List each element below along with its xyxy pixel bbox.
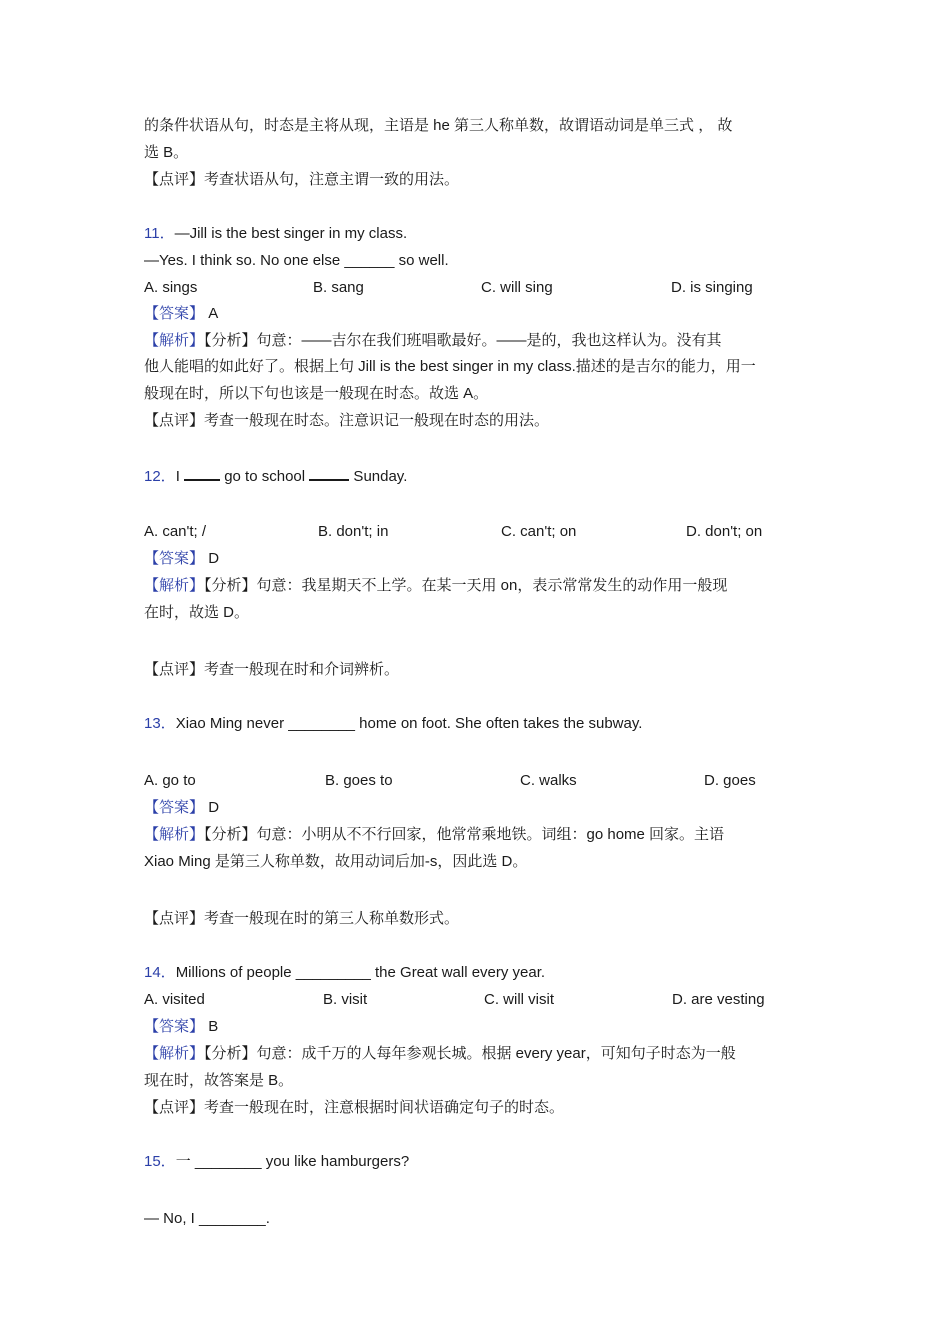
answer-label: 【答案】 <box>144 305 205 322</box>
analysis-line-1 <box>144 1044 736 1064</box>
analysis-line-3: 般现在时，所以下句也该是一般现在时态。故选 A。 <box>144 385 489 402</box>
question-15-stem-2: — No, I ________. <box>144 1210 270 1227</box>
question-number: 14． <box>144 964 176 981</box>
answer-line <box>144 798 219 818</box>
analysis-line-1 <box>144 825 724 845</box>
analysis-line-2: 在时，故选 D。 <box>144 604 250 621</box>
option-b: B. visit <box>323 991 368 1008</box>
question-12-stem <box>144 465 407 487</box>
option-d: D. goes <box>704 772 756 789</box>
question-text-part-1: I <box>175 468 185 485</box>
question-11-stem-2: —Yes. I think so. No one else ______ so well. <box>144 252 449 269</box>
question-text: —Jill is the best singer in my class. <box>174 225 408 242</box>
answer-blank-1 <box>184 465 220 481</box>
option-b: B. sang <box>313 279 364 296</box>
question-number: 13． <box>144 715 176 732</box>
analysis-text: 【分析】句意：成千万的人每年参观长城。根据 every year，可知句子时态为一般 <box>204 1045 736 1062</box>
answer-label: 【答案】 <box>144 1018 205 1035</box>
comment: 【点评】考查一般现在时和介词辨析。 <box>144 661 400 678</box>
analysis-text: 【分析】句意：小明从不不行回家，他常常乘地铁。词组：go home 回家。主语 <box>204 826 725 843</box>
comment: 【点评】考查一般现在时的第三人称单数形式。 <box>144 910 460 927</box>
answer-value: D <box>208 799 220 816</box>
analysis-line-1 <box>144 576 727 596</box>
analysis-line-2: 他人能唱的如此好了。根据上句 Jill is the best singer in my class.描述的是吉尔的能力，用一 <box>144 358 756 375</box>
analysis-line-2: 现在时，故答案是 B。 <box>144 1072 294 1089</box>
answer-label: 【答案】 <box>144 550 205 567</box>
analysis-text: 【分析】句意：——吉尔在我们班唱歌最好。——是的，我也这样认为。没有其 <box>204 332 722 349</box>
question-number: 11． <box>144 225 175 242</box>
question-15-stem <box>144 1152 409 1172</box>
option-d: D. is singing <box>671 279 753 296</box>
analysis-label: 【解析】 <box>144 577 205 594</box>
question-text-part-3: Sunday. <box>349 468 408 485</box>
answer-blank-2 <box>309 465 349 481</box>
option-a: A. can't; / <box>144 523 207 540</box>
question-number: 12． <box>144 468 176 485</box>
prev-analysis-line-1: 的条件状语从句，时态是主将从现，主语是 he 第三人称单数，故谓语动词是单三式 ， 故 <box>144 117 733 134</box>
question-text-part-2: go to school <box>220 468 310 485</box>
option-a: A. visited <box>144 991 205 1008</box>
question-text: Xiao Ming never ________ home on foot. She often takes the subway. <box>175 715 643 732</box>
option-d: D. don't; on <box>686 523 763 540</box>
analysis-label: 【解析】 <box>144 1045 205 1062</box>
option-b: B. don't; in <box>318 523 389 540</box>
comment: 【点评】考查一般现在时，注意根据时间状语确定句子的时态。 <box>144 1099 565 1116</box>
option-c: C. can't; on <box>501 523 577 540</box>
answer-label: 【答案】 <box>144 799 205 816</box>
question-text: Millions of people _________ the Great wall every year. <box>175 964 546 981</box>
answer-value: A <box>208 305 219 322</box>
prev-comment: 【点评】考查状语从句，注意主谓一致的用法。 <box>144 171 460 188</box>
answer-line <box>144 549 219 569</box>
comment: 【点评】考查一般现在时态。注意识记一般现在时态的用法。 <box>144 412 550 429</box>
option-d: D. are vesting <box>672 991 765 1008</box>
question-13-stem <box>144 714 642 734</box>
option-b: B. goes to <box>325 772 393 789</box>
question-number: 15． <box>144 1153 176 1170</box>
question-14-stem <box>144 963 545 983</box>
analysis-label: 【解析】 <box>144 332 205 349</box>
question-11-stem <box>144 224 407 244</box>
option-c: C. walks <box>520 772 577 789</box>
option-a: A. sings <box>144 279 198 296</box>
answer-value: D <box>208 550 220 567</box>
analysis-label: 【解析】 <box>144 826 205 843</box>
analysis-line-1 <box>144 331 722 351</box>
analysis-text: 【分析】句意：我星期天不上学。在某一天用 on，表示常常发生的动作用一般现 <box>204 577 728 594</box>
analysis-line-2: Xiao Ming 是第三人称单数，故用动词后加-s，因此选 D。 <box>144 853 528 870</box>
answer-line <box>144 304 218 324</box>
answer-value: B <box>208 1018 219 1035</box>
option-c: C. will sing <box>481 279 553 296</box>
answer-line <box>144 1017 218 1037</box>
option-a: A. go to <box>144 772 196 789</box>
option-c: C. will visit <box>484 991 554 1008</box>
question-text: 一 ________ you like hamburgers? <box>175 1153 410 1170</box>
prev-analysis-line-2: 选 B。 <box>144 144 189 161</box>
